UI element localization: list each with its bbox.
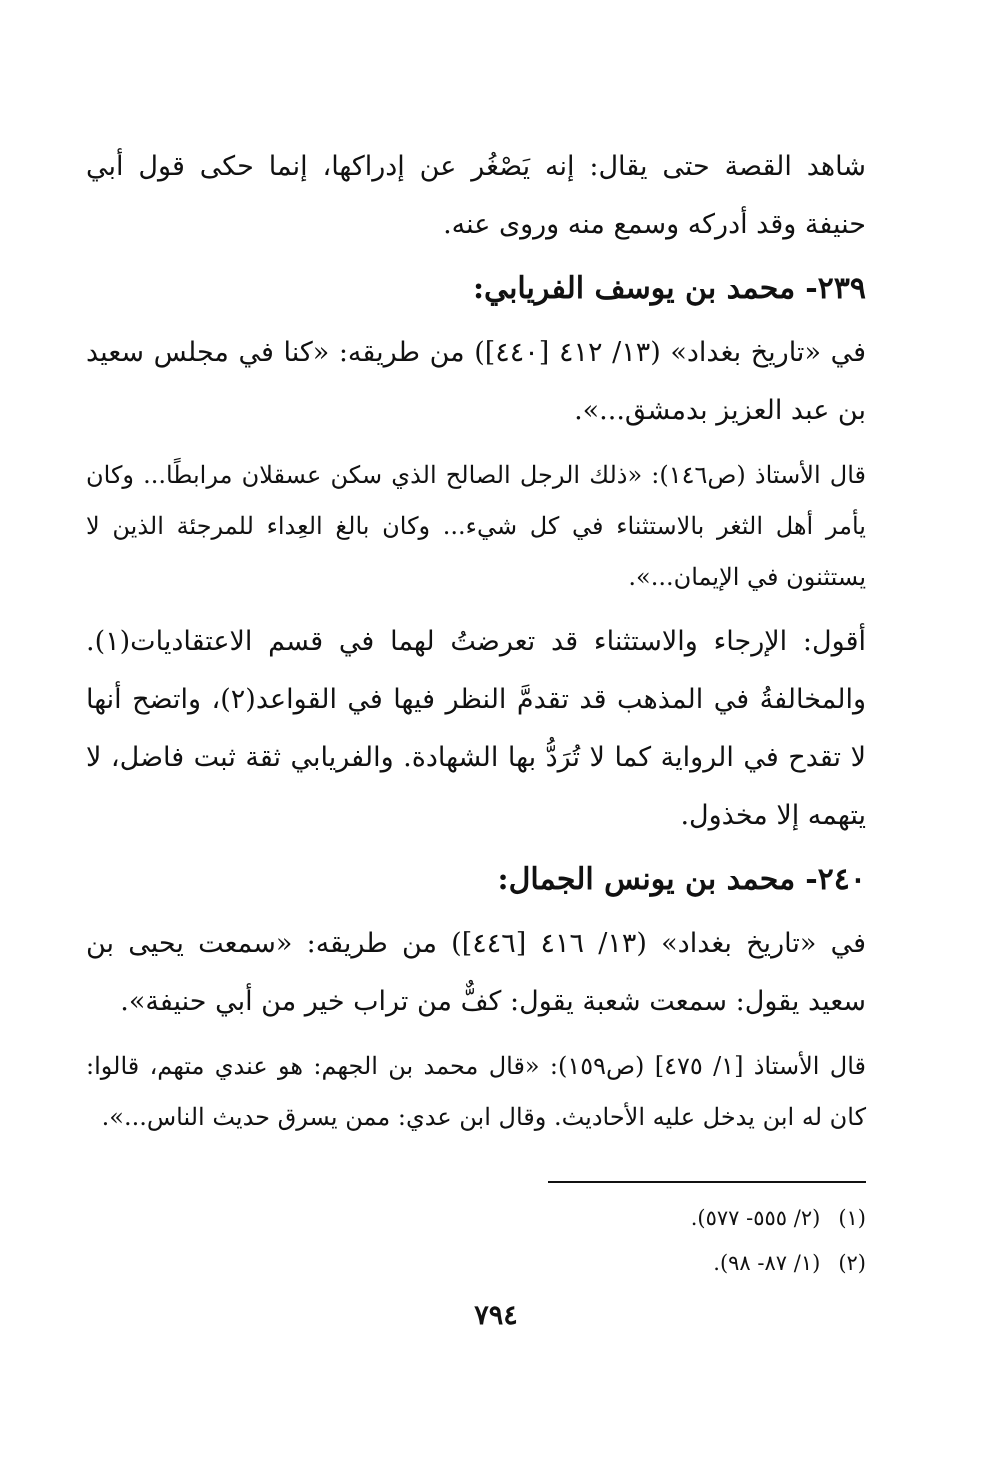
entry-239-source: في «تاريخ بغداد» (١٣/ ٤١٢ [٤٤٠]) من طريقه: «كنا في مجلس سعيد بن عبد العزيز بدمشق...». <box>86 337 866 426</box>
entry-240-number: ٢٤٠- <box>805 862 866 897</box>
page-body <box>86 138 866 1143</box>
entry-239-ustadh-quote: قال الأستاذ (ص١٤٦): «ذلك الرجل الصالح الذي سكن عسقلان مرابطًا... وكان يأمر أهل الثغر بالاستثناء في كل شيء... وكان بالغ العِداء للمرجئة الذين لا يستثنون في الإيمان...». <box>86 461 866 591</box>
footnote-divider <box>548 1181 866 1183</box>
entry-239-response: أقول: الإرجاء والاستثناء قد تعرضتُ لهما في قسم الاعتقاديات(١). والمخالفةُ في المذهب قد تقدمَّ النظر فيها في القواعد(٢)، واتضح أنها لا تقدح في الرواية كما لا تُرَدُّ بها الشهادة. والفريابي ثقة ثبت فاضل، لا يتهمه إلا مخذول. <box>86 626 866 831</box>
footnote-1-text: (٢/ ٥٥٥- ٥٧٧). <box>690 1206 821 1230</box>
footnote-2 <box>713 1248 866 1278</box>
entry-240-source: في «تاريخ بغداد» (١٣/ ٤١٦ [٤٤٦]) من طريقه: «سمعت يحيى بن سعيد يقول: سمعت شعبة يقول: كفٌّ من تراب خير من أبي حنيفة». <box>86 928 867 1017</box>
intro-paragraph: شاهد القصة حتى يقال: إنه يَصْغُر عن إدراكها، إنما حكى قول أبي حنيفة وقد أدركه وسمع منه وروى عنه. <box>86 151 866 240</box>
footnote-1 <box>691 1203 866 1233</box>
entry-239-heading <box>86 258 866 320</box>
entry-240-title: محمد بن يونس الجمال: <box>497 862 796 897</box>
entry-239-title: محمد بن يوسف الفريابي: <box>472 271 796 306</box>
entry-240-ustadh-quote: قال الأستاذ [١/ ٤٧٥] (ص١٥٩): «قال محمد بن الجهم: هو عندي متهم، قالوا: كان له ابن يدخل عليه الأحاديث. وقال ابن عدي: ممن يسرق حديث الناس...». <box>86 1052 866 1131</box>
entry-239-number: ٢٣٩- <box>805 271 866 306</box>
footnote-2-number: (٢) <box>838 1251 866 1275</box>
page-number: ٧٩٤ <box>474 1300 518 1331</box>
footnote-2-text: (١/ ٨٧- ٩٨). <box>713 1251 821 1275</box>
entry-240-heading <box>86 849 866 911</box>
footnote-1-number: (١) <box>838 1206 866 1230</box>
